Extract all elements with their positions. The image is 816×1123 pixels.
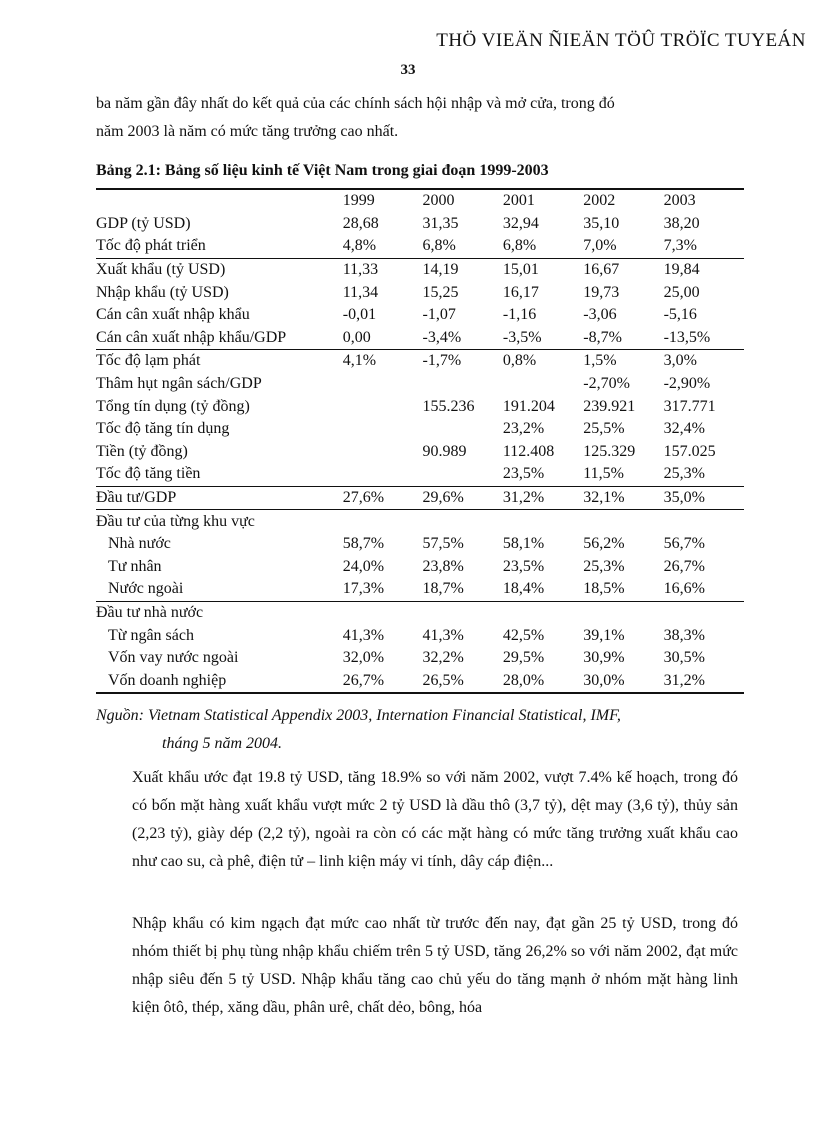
value-cell: 6,8% bbox=[422, 237, 456, 255]
value-cell: -8,7% bbox=[583, 328, 622, 346]
value-cell: 32,1% bbox=[583, 486, 663, 510]
value-cell: 30,5% bbox=[663, 649, 705, 667]
table-row bbox=[96, 578, 744, 601]
value-cell: 23,8% bbox=[422, 557, 464, 575]
row-label: GDP (tỷ USD) bbox=[96, 214, 191, 232]
value-cell bbox=[503, 510, 583, 533]
value-cell: 29,5% bbox=[502, 649, 545, 667]
row-label: Thâm hụt ngân sách/GDP bbox=[96, 375, 262, 393]
table-row bbox=[96, 510, 744, 533]
value-cell: 14,19 bbox=[423, 258, 503, 281]
year-header: 1999 bbox=[342, 192, 375, 210]
value-cell bbox=[664, 510, 744, 533]
table-row bbox=[96, 601, 744, 624]
value-cell bbox=[423, 601, 503, 624]
value-cell: 18,4% bbox=[502, 580, 545, 598]
value-cell: -1,7% bbox=[423, 350, 503, 373]
value-cell: -2,90% bbox=[663, 375, 711, 393]
year-header: 2002 bbox=[583, 192, 616, 210]
value-cell: -3,06 bbox=[583, 306, 617, 324]
value-cell bbox=[343, 463, 423, 486]
value-cell: 28,68 bbox=[342, 214, 379, 232]
row-label: Nhập khẩu (tỷ USD) bbox=[96, 283, 229, 301]
value-cell: 32,94 bbox=[502, 214, 539, 232]
value-cell: -3,5% bbox=[502, 328, 542, 346]
value-cell bbox=[503, 373, 583, 396]
value-cell: 28,0% bbox=[502, 671, 545, 689]
value-cell: 23,5% bbox=[502, 465, 545, 483]
value-cell: 57,5% bbox=[422, 535, 464, 553]
row-label: Nhà nước bbox=[108, 535, 171, 553]
value-cell: 27,6% bbox=[343, 486, 423, 510]
export-text: Xuất khẩu ước đạt 19.8 tỷ USD, tăng 18.9% so với năm 2002, vượt 7.4% kế hoạch, trong đó có bốn mặt hàng xuất khẩu vượt mức 2 tỷ USD là dầu thô (3,7 tỷ), dệt may (3,6 tỷ), thủy sản (2,23 tỷ), giày dép (2,2 tỷ), ngoài ra còn có các mặt hàng có mức tăng trưởng xuất khẩu cao như cao su, cà phê, điện tử – linh kiện máy vi tính, dây cáp điện... bbox=[132, 769, 738, 870]
value-cell: 25,5% bbox=[583, 420, 625, 438]
value-cell: 35,0% bbox=[664, 486, 744, 510]
table-row bbox=[96, 533, 744, 556]
source-line-1: Nguồn: Vietnam Statistical Appendix 2003, Internation Financial Statistical, IMF, bbox=[96, 707, 621, 724]
running-header: THÖ VIEÄN ÑIEÄN TÖÛ TRÖÏC TUYEÁN bbox=[436, 30, 806, 51]
value-cell: 23,2% bbox=[502, 420, 545, 438]
value-cell: 19,84 bbox=[664, 258, 744, 281]
value-cell bbox=[343, 395, 423, 418]
value-cell: 16,67 bbox=[583, 258, 663, 281]
table-row bbox=[96, 395, 744, 418]
value-cell: 24,0% bbox=[342, 557, 385, 575]
value-cell bbox=[343, 601, 423, 624]
value-cell: -2,70% bbox=[583, 375, 630, 393]
value-cell: -5,16 bbox=[663, 306, 697, 324]
value-cell: 26,7% bbox=[342, 671, 385, 689]
value-cell: -1,07 bbox=[422, 306, 456, 324]
value-cell bbox=[343, 373, 423, 396]
value-cell: 4,1% bbox=[343, 350, 423, 373]
value-cell: 56,7% bbox=[663, 535, 705, 553]
table-row bbox=[96, 258, 744, 281]
row-label: Tốc độ tăng tín dụng bbox=[96, 420, 230, 438]
value-cell: 11,33 bbox=[343, 258, 423, 281]
value-cell: 38,20 bbox=[663, 214, 700, 232]
value-cell: 157.025 bbox=[663, 442, 716, 460]
row-label: Tổng tín dụng (tỷ đồng) bbox=[96, 397, 250, 415]
value-cell: 4,8% bbox=[342, 237, 377, 255]
row-label: Tốc độ lạm phát bbox=[96, 350, 343, 373]
row-label: Tư nhân bbox=[108, 557, 162, 575]
value-cell bbox=[343, 418, 423, 441]
value-cell: 26,7% bbox=[663, 557, 705, 575]
import-paragraph bbox=[96, 910, 738, 1022]
table-row bbox=[96, 418, 744, 441]
row-label: Từ ngân sách bbox=[108, 626, 194, 644]
row-label: Nước ngoài bbox=[108, 580, 184, 598]
value-cell: 31,2% bbox=[503, 486, 583, 510]
table-row bbox=[96, 235, 744, 258]
economic-data-table bbox=[96, 188, 744, 694]
value-cell: 19,73 bbox=[583, 283, 620, 301]
value-cell: 29,6% bbox=[423, 486, 503, 510]
table-row bbox=[96, 213, 744, 236]
row-label: Cán cân xuất nhập khẩu bbox=[96, 306, 250, 324]
value-cell bbox=[583, 601, 663, 624]
import-text: Nhập khẩu có kim ngạch đạt mức cao nhất từ trước đến nay, đạt gần 25 tỷ USD, trong đó nhóm thiết bị phụ tùng nhập khẩu chiếm trên 5 tỷ USD, tăng 26,2% so với năm 2002, đạt mức nhập siêu đến 5 tỷ USD. Nhập khẩu tăng cao chủ yếu do tăng mạnh ở nhóm mặt hàng linh kiện ôtô, thép, xăng dầu, phân urê, chất dẻo, bông, hóa bbox=[132, 915, 738, 1016]
table-row bbox=[96, 304, 744, 327]
value-cell: 191.204 bbox=[502, 397, 555, 415]
value-cell: -0,01 bbox=[342, 306, 377, 324]
table-row bbox=[96, 486, 744, 510]
intro-line-1: ba năm gần đây nhất do kết quả của các chính sách hội nhập và mở cửa, trong đó bbox=[96, 95, 615, 112]
value-cell: 58,7% bbox=[342, 535, 385, 553]
value-cell: 30,0% bbox=[583, 671, 625, 689]
value-cell: 18,5% bbox=[583, 580, 625, 598]
value-cell bbox=[423, 418, 503, 441]
intro-paragraph bbox=[96, 90, 738, 146]
value-cell: -13,5% bbox=[663, 328, 711, 346]
value-cell: 25,00 bbox=[663, 283, 700, 301]
value-cell: 32,2% bbox=[422, 649, 464, 667]
value-cell: 16,17 bbox=[502, 283, 539, 301]
row-label: Đầu tư/GDP bbox=[96, 486, 343, 510]
value-cell: 112.408 bbox=[502, 442, 555, 460]
value-cell bbox=[664, 601, 744, 624]
value-cell: 15,01 bbox=[503, 258, 583, 281]
value-cell: 42,5% bbox=[502, 626, 545, 644]
table-row bbox=[96, 373, 744, 396]
value-cell: 1,5% bbox=[583, 350, 663, 373]
value-cell: 155.236 bbox=[422, 397, 475, 415]
value-cell: 7,0% bbox=[583, 237, 617, 255]
value-cell: 16,6% bbox=[663, 580, 705, 598]
value-cell: 35,10 bbox=[583, 214, 620, 232]
value-cell: 11,5% bbox=[583, 465, 624, 483]
value-cell: 31,35 bbox=[422, 214, 459, 232]
value-cell bbox=[503, 601, 583, 624]
value-cell: -1,16 bbox=[502, 306, 537, 324]
value-cell bbox=[583, 510, 663, 533]
value-cell: 3,0% bbox=[664, 350, 744, 373]
value-cell: 0,8% bbox=[503, 350, 583, 373]
value-cell: 7,3% bbox=[663, 237, 697, 255]
row-label: Cán cân xuất nhập khẩu/GDP bbox=[96, 328, 287, 346]
value-cell: -3,4% bbox=[422, 328, 462, 346]
row-label: Tiền (tỷ đồng) bbox=[96, 442, 188, 460]
value-cell: 0,00 bbox=[342, 328, 371, 346]
source-line-2: tháng 5 năm 2004. bbox=[162, 735, 282, 752]
year-header: 2003 bbox=[663, 192, 696, 210]
table-row bbox=[96, 350, 744, 373]
value-cell: 11,34 bbox=[342, 283, 379, 301]
page-number: 33 bbox=[400, 62, 416, 78]
value-cell: 58,1% bbox=[502, 535, 545, 553]
value-cell: 26,5% bbox=[422, 671, 464, 689]
value-cell: 31,2% bbox=[663, 671, 705, 689]
row-label: Đầu tư của từng khu vực bbox=[96, 510, 343, 533]
table-source-note bbox=[96, 702, 738, 758]
value-cell: 15,25 bbox=[422, 283, 459, 301]
table-row bbox=[96, 281, 744, 304]
value-cell: 30,9% bbox=[583, 649, 625, 667]
value-cell: 6,8% bbox=[502, 237, 537, 255]
value-cell: 39,1% bbox=[583, 626, 625, 644]
row-label: Vốn doanh nghiệp bbox=[108, 671, 227, 689]
value-cell: 90.989 bbox=[422, 442, 467, 460]
value-cell: 125.329 bbox=[583, 442, 636, 460]
table-header-row bbox=[96, 189, 744, 213]
table-caption: Bảng 2.1: Bảng số liệu kinh tế Việt Nam trong giai đoạn 1999-2003 bbox=[96, 162, 549, 179]
table-row bbox=[96, 441, 744, 464]
row-label: Xuất khẩu (tỷ USD) bbox=[96, 258, 343, 281]
value-cell: 38,3% bbox=[663, 626, 705, 644]
value-cell bbox=[343, 510, 423, 533]
table-row bbox=[96, 556, 744, 579]
table-row bbox=[96, 624, 744, 647]
value-cell: 25,3% bbox=[583, 557, 625, 575]
value-cell: 32,4% bbox=[663, 420, 705, 438]
value-cell: 23,5% bbox=[502, 557, 545, 575]
value-cell: 32,0% bbox=[342, 649, 385, 667]
value-cell: 25,3% bbox=[663, 465, 705, 483]
intro-line-2: năm 2003 là năm có mức tăng trưởng cao nhất. bbox=[96, 123, 399, 140]
row-label: Vốn vay nước ngoài bbox=[108, 649, 239, 667]
value-cell: 56,2% bbox=[583, 535, 625, 553]
export-paragraph bbox=[96, 764, 738, 876]
value-cell bbox=[343, 441, 423, 464]
year-header: 2000 bbox=[422, 192, 455, 210]
row-label: Đầu tư nhà nước bbox=[96, 601, 343, 624]
value-cell: 317.771 bbox=[663, 397, 716, 415]
table-row bbox=[96, 463, 744, 486]
table-row bbox=[96, 647, 744, 670]
value-cell: 41,3% bbox=[422, 626, 464, 644]
value-cell: 17,3% bbox=[342, 580, 385, 598]
value-cell: 41,3% bbox=[342, 626, 385, 644]
value-cell bbox=[423, 373, 503, 396]
row-label: Tốc độ tăng tiền bbox=[96, 465, 201, 483]
year-header: 2001 bbox=[502, 192, 535, 210]
value-cell bbox=[423, 463, 503, 486]
header-label-cell bbox=[96, 189, 343, 213]
row-label: Tốc độ phát triển bbox=[96, 237, 206, 255]
value-cell: 18,7% bbox=[422, 580, 464, 598]
value-cell: 239.921 bbox=[583, 397, 636, 415]
value-cell bbox=[423, 510, 503, 533]
table-row bbox=[96, 327, 744, 350]
table-row bbox=[96, 669, 744, 693]
